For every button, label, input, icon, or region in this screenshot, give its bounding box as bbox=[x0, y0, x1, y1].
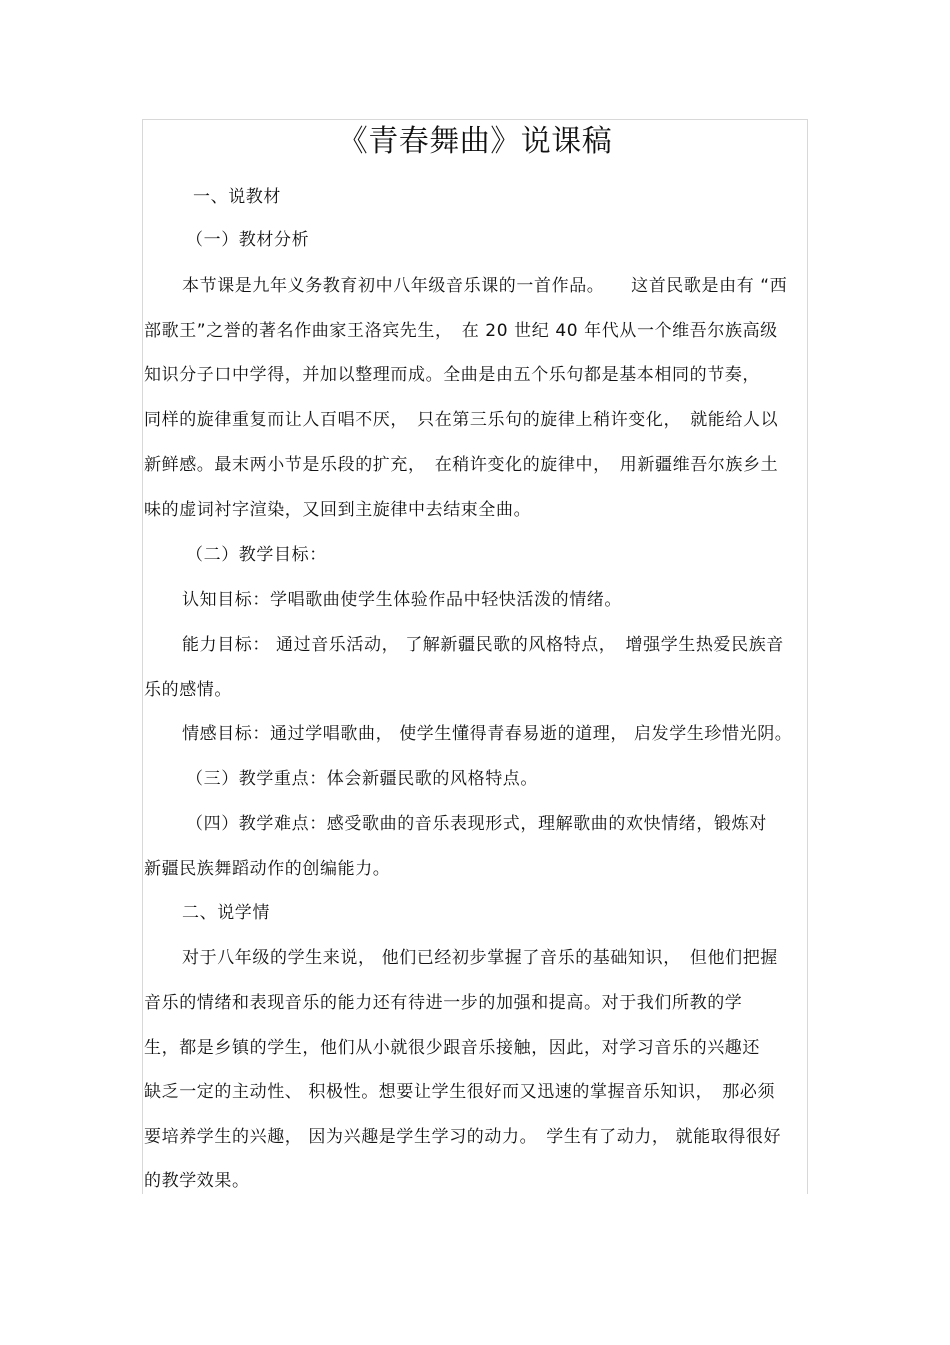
section-heading-teaching-material: 一、说教材 bbox=[193, 187, 281, 207]
subsection-heading-difficulties: （四）教学难点：感受歌曲的音乐表现形式，理解歌曲的欢快情绪，锻炼对 bbox=[186, 814, 767, 834]
subsection-heading-material-analysis: （一）教材分析 bbox=[186, 230, 310, 250]
document-title: 《青春舞曲》说课稿 bbox=[337, 124, 613, 159]
paragraph-line: 认知目标：学唱歌曲使学生体验作品中轻快活泼的情绪。 bbox=[182, 590, 622, 610]
paragraph-line: 同样的旋律重复而让人百唱不厌， 只在第三乐句的旋律上稍许变化， 就能给人以 bbox=[144, 410, 779, 430]
paragraph-line: 新疆民族舞蹈动作的创编能力。 bbox=[144, 859, 391, 879]
paragraph-line: 部歌王”之誉的著名作曲家王洛宾先生， 在 20 世纪 40 年代从一个维吾尔族高级 bbox=[144, 321, 778, 341]
subsection-heading-key-points: （三）教学重点：体会新疆民歌的风格特点。 bbox=[186, 769, 538, 789]
paragraph-line: 缺乏一定的主动性、 积极性。想要让学生很好而又迅速的掌握音乐知识， 那必须 bbox=[144, 1082, 776, 1102]
paragraph-line: 知识分子口中学得，并加以整理而成。全曲是由五个乐句都是基本相同的节奏， bbox=[144, 365, 760, 385]
paragraph-line: 本节课是九年义务教育初中八年级音乐课的一首作品。 这首民歌是由有 “西 bbox=[182, 276, 788, 296]
paragraph-line: 能力目标： 通过音乐活动， 了解新疆民歌的风格特点， 增强学生热爱民族音 bbox=[182, 635, 784, 655]
subsection-heading-teaching-goals: （二）教学目标： bbox=[186, 545, 327, 565]
paragraph-line: 对于八年级的学生来说， 他们已经初步掌握了音乐的基础知识， 但他们把握 bbox=[182, 948, 778, 968]
paragraph-line: 味的虚词衬字渲染，又回到主旋律中去结束全曲。 bbox=[144, 500, 532, 520]
paragraph-line: 情感目标：通过学唱歌曲， 使学生懂得青春易逝的道理， 启发学生珍惜光阴。 bbox=[182, 724, 793, 744]
paragraph-line: 要培养学生的兴趣， 因为兴趣是学生学习的动力。 学生有了动力， 就能取得很好 bbox=[144, 1127, 782, 1147]
paragraph-line: 的教学效果。 bbox=[144, 1171, 250, 1191]
paragraph-line: 音乐的情绪和表现音乐的能力还有待进一步的加强和提高。对于我们所教的学 bbox=[144, 993, 743, 1013]
paragraph-line: 新鲜感。最末两小节是乐段的扩充， 在稍许变化的旋律中， 用新疆维吾尔族乡土 bbox=[144, 455, 779, 475]
section-heading-student-analysis: 二、说学情 bbox=[182, 903, 270, 923]
paragraph-line: 乐的感情。 bbox=[144, 680, 232, 700]
paragraph-line: 生，都是乡镇的学生，他们从小就很少跟音乐接触，因此，对学习音乐的兴趣还 bbox=[144, 1038, 760, 1058]
